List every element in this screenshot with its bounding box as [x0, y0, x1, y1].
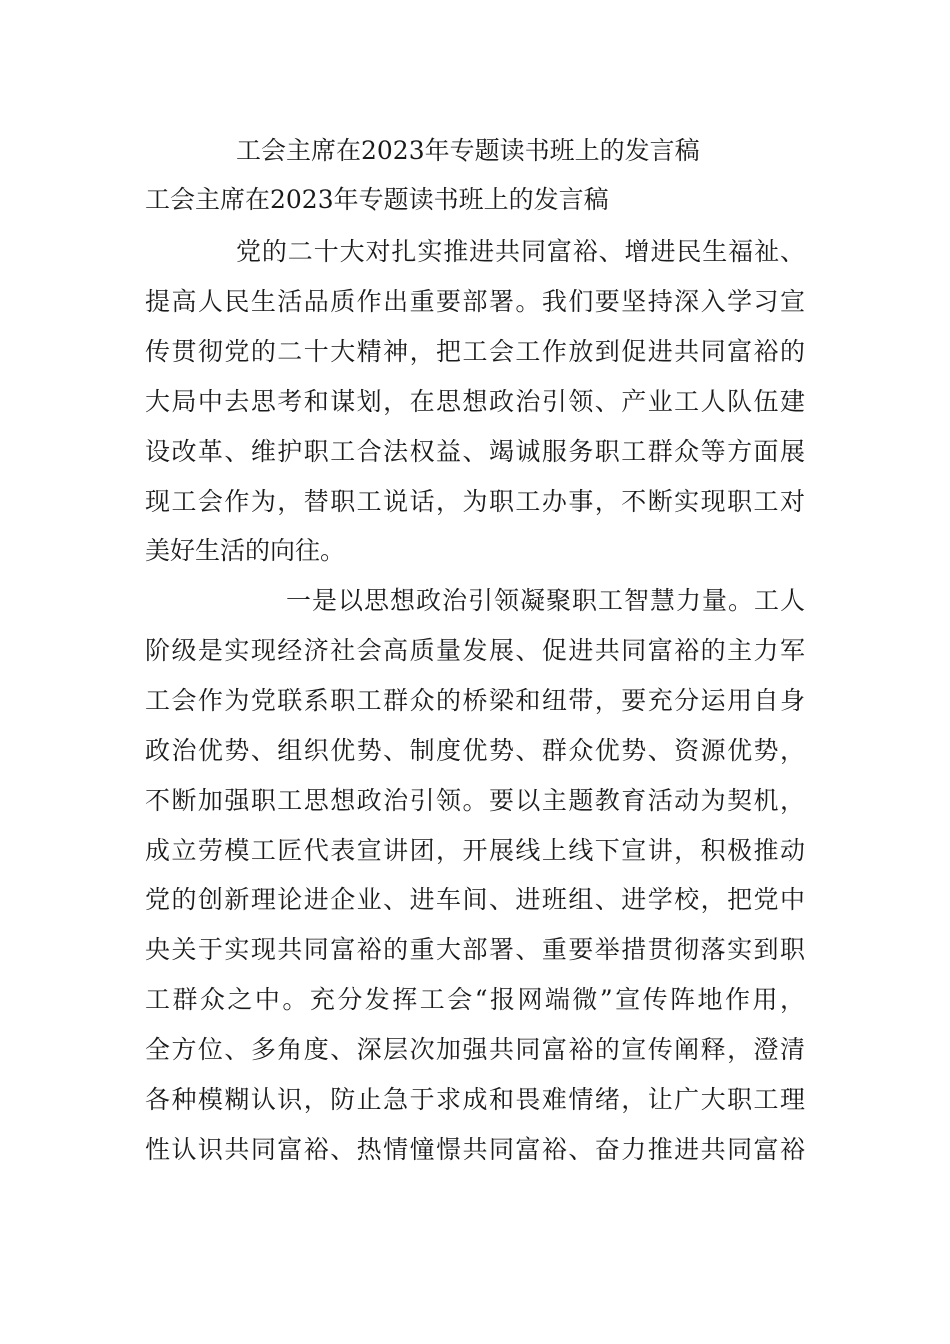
paragraph-line: 成立劳模工匠代表宣讲团，开展线上线下宣讲，积极推动 — [145, 836, 805, 865]
paragraph-line: 政治优势、组织优势、制度优势、群众优势、资源优势， — [145, 736, 805, 765]
paragraph-line: 大局中去思考和谋划，在思想政治引领、产业工人队伍建 — [145, 387, 805, 416]
page-title: 工会主席在2023年专题读书班上的发言稿 — [236, 136, 700, 165]
paragraph-line: 提高人民生活品质作出重要部署。我们要坚持深入学习宣 — [145, 287, 805, 316]
paragraph-line: 传贯彻党的二十大精神，把工会工作放到促进共同富裕的 — [145, 337, 805, 366]
paragraph-line: 一是以思想政治引领凝聚职工智慧力量。工人 — [286, 586, 805, 615]
paragraph-line: 工会作为党联系职工群众的桥梁和纽带，要充分运用自身 — [145, 686, 805, 715]
paragraph-line: 央关于实现共同富裕的重大部署、重要举措贯彻落实到职 — [145, 935, 805, 964]
paragraph-line: 阶级是实现经济社会高质量发展、促进共同富裕的主力军 — [145, 636, 805, 665]
paragraph-line: 现工会作为，替职工说话，为职工办事，不断实现职工对 — [145, 487, 805, 516]
paragraph-line: 美好生活的向往。 — [145, 536, 346, 565]
paragraph-line: 设改革、维护职工合法权益、竭诚服务职工群众等方面展 — [145, 437, 805, 466]
paragraph-line: 全方位、多角度、深层次加强共同富裕的宣传阐释，澄清 — [145, 1035, 805, 1064]
paragraph-line: 各种模糊认识，防止急于求成和畏难情绪，让广大职工理 — [145, 1085, 805, 1114]
document-heading: 工会主席在2023年专题读书班上的发言稿 — [145, 185, 609, 214]
paragraph-line: 不断加强职工思想政治引领。要以主题教育活动为契机， — [145, 786, 805, 815]
paragraph-line: 工群众之中。充分发挥工会“报网端微”宣传阵地作用， — [145, 985, 805, 1014]
paragraph-line: 党的创新理论进企业、进车间、进班组、进学校，把党中 — [145, 885, 805, 914]
paragraph-line: 党的二十大对扎实推进共同富裕、增进民生福祉、 — [236, 237, 805, 266]
paragraph-line: 性认识共同富裕、热情憧憬共同富裕、奋力推进共同富裕 — [145, 1135, 805, 1164]
